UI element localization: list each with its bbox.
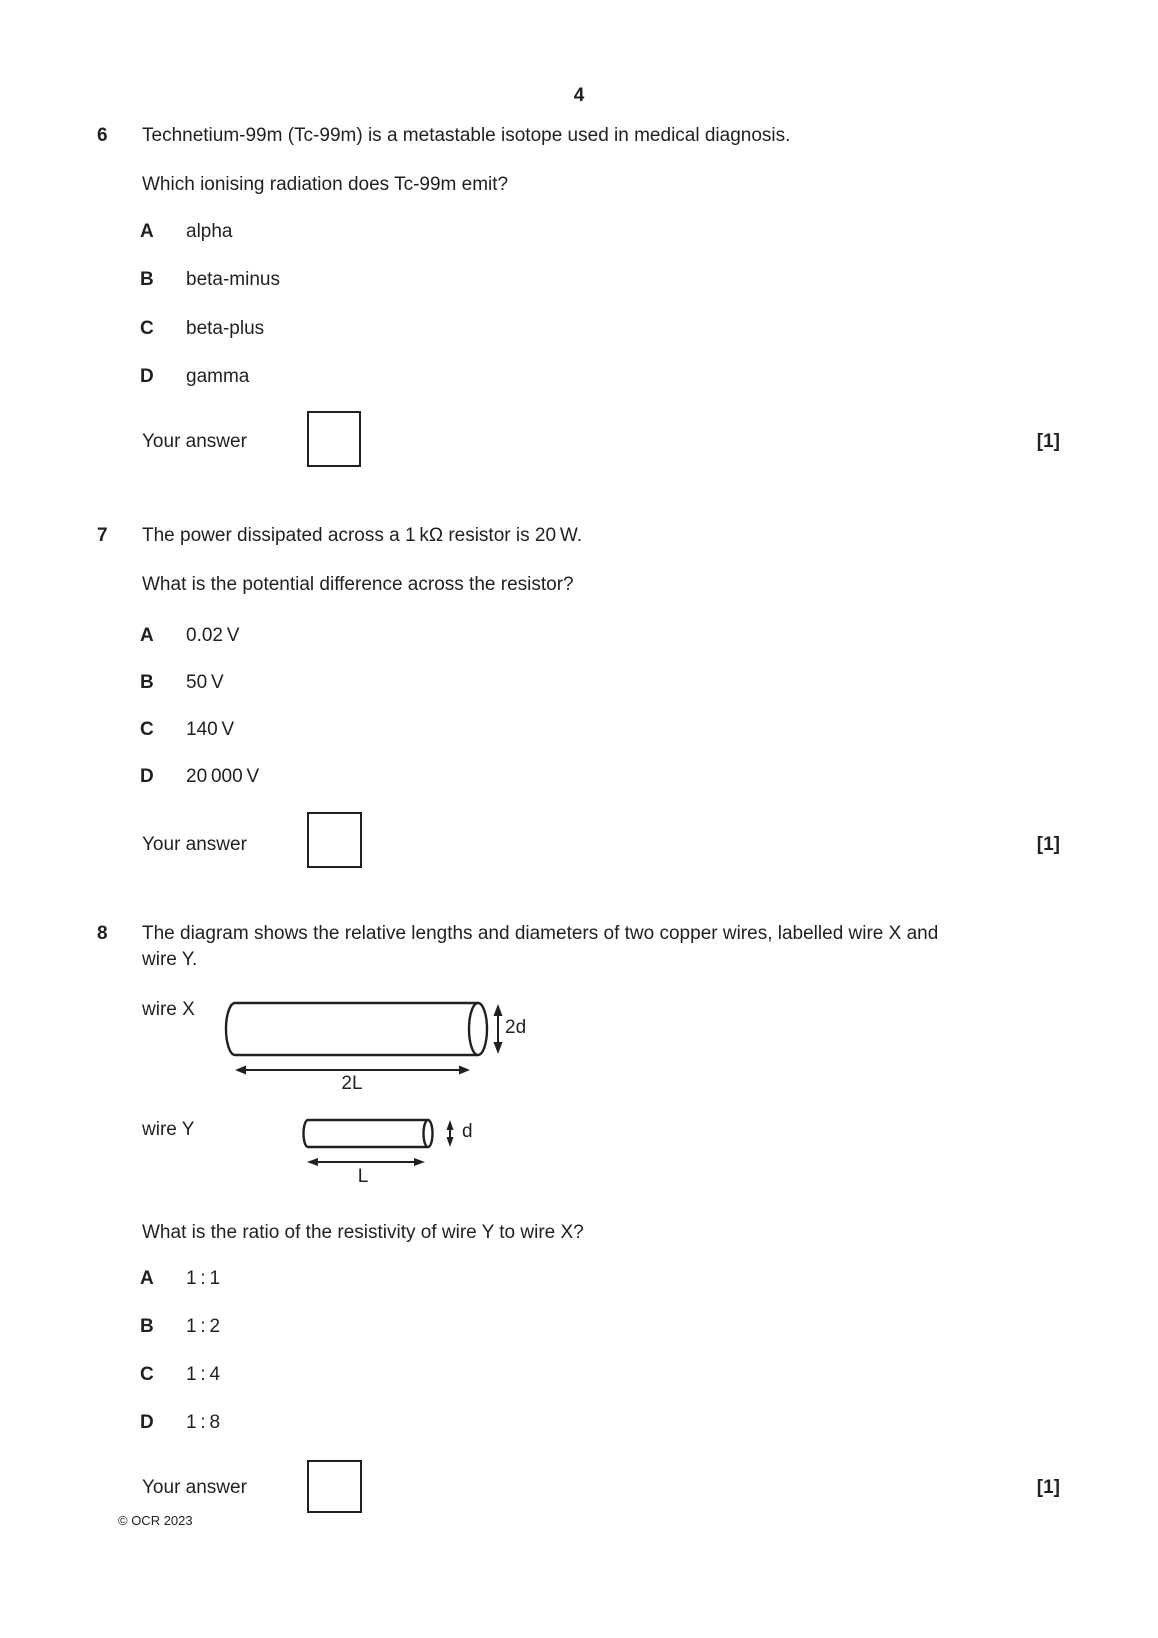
wire-y-cylinder-body: [304, 1120, 429, 1147]
q7-option-d-letter: D: [140, 766, 154, 787]
q7-option-c-letter: C: [140, 719, 154, 740]
dim-l-label: L: [357, 1166, 369, 1187]
q7-option-c-text: 140 V: [186, 719, 235, 740]
question-6-number: 6: [97, 125, 108, 146]
q7-marks: [1]: [1036, 834, 1060, 855]
q8-option-d-text: 1 : 8: [186, 1412, 221, 1433]
wire-diagram: [220, 990, 520, 1180]
wire-x-cylinder-end: [469, 1003, 487, 1055]
question-8-number: 8: [97, 923, 108, 944]
question-6-stem: Technetium-99m (Tc-99m) is a metastable isotope used in medical diagnosis.: [142, 125, 791, 146]
wire-y-cylinder-end: [424, 1120, 433, 1147]
arrow-2d-head-top: [494, 1004, 503, 1016]
q6-option-d-letter: D: [140, 366, 154, 387]
q6-option-a-text: alpha: [186, 221, 233, 242]
q8-option-d-letter: D: [140, 1412, 154, 1433]
page-number: 4: [573, 85, 585, 106]
q8-option-c-text: 1 : 4: [186, 1364, 221, 1385]
q7-your-answer-label: Your answer: [142, 834, 247, 855]
q7-option-a-text: 0.02 V: [186, 625, 240, 646]
q6-option-c-text: beta-plus: [186, 318, 265, 339]
q7-option-b-letter: B: [140, 672, 154, 693]
q6-answer-box[interactable]: [307, 411, 361, 467]
wire-x-label: wire X: [142, 999, 195, 1020]
arrow-2l-head-left: [235, 1066, 246, 1075]
q6-option-c-letter: C: [140, 318, 154, 339]
q7-option-d-text: 20 000 V: [186, 766, 260, 787]
q6-option-b-text: beta-minus: [186, 269, 280, 290]
arrow-l-head-left: [307, 1158, 318, 1166]
question-7-stem: The power dissipated across a 1 kΩ resistor is 20 W.: [142, 525, 582, 546]
q8-answer-box[interactable]: [307, 1460, 362, 1513]
wire-y-label: wire Y: [142, 1119, 195, 1140]
copyright-footer: © OCR 2023: [118, 1513, 193, 1528]
arrow-d-head-top: [447, 1120, 454, 1130]
dim-d-label: d: [462, 1121, 473, 1142]
q7-option-a-letter: A: [140, 625, 154, 646]
q7-answer-box[interactable]: [307, 812, 362, 868]
question-8-prompt: What is the ratio of the resistivity of wire Y to wire X?: [142, 1222, 584, 1243]
q6-option-b-letter: B: [140, 269, 154, 290]
q8-option-a-letter: A: [140, 1268, 154, 1289]
question-8-stem-line1: The diagram shows the relative lengths and diameters of two copper wires, labelled wire X and: [142, 923, 939, 944]
question-7-number: 7: [97, 525, 108, 546]
q6-your-answer-label: Your answer: [142, 431, 247, 452]
wire-x-cylinder-body: [226, 1003, 478, 1055]
arrow-2l-head-right: [459, 1066, 470, 1075]
q8-option-c-letter: C: [140, 1364, 154, 1385]
q8-option-b-letter: B: [140, 1316, 154, 1337]
arrow-2d-head-bottom: [494, 1042, 503, 1054]
arrow-l-head-right: [414, 1158, 425, 1166]
arrow-d-head-bottom: [447, 1137, 454, 1147]
dim-2l-label: 2L: [341, 1073, 363, 1094]
q7-option-b-text: 50 V: [186, 672, 224, 693]
q6-option-a-letter: A: [140, 221, 154, 242]
q6-marks: [1]: [1036, 431, 1060, 452]
q8-option-a-text: 1 : 1: [186, 1268, 221, 1289]
question-6-prompt: Which ionising radiation does Tc-99m emit?: [142, 174, 509, 195]
dim-2d-label: 2d: [505, 1017, 527, 1038]
q8-your-answer-label: Your answer: [142, 1477, 247, 1498]
q8-option-b-text: 1 : 2: [186, 1316, 221, 1337]
question-8-stem-line2: wire Y.: [142, 949, 198, 970]
q8-marks: [1]: [1036, 1477, 1060, 1498]
question-7-prompt: What is the potential difference across the resistor?: [142, 574, 574, 595]
q6-option-d-text: gamma: [186, 366, 250, 387]
